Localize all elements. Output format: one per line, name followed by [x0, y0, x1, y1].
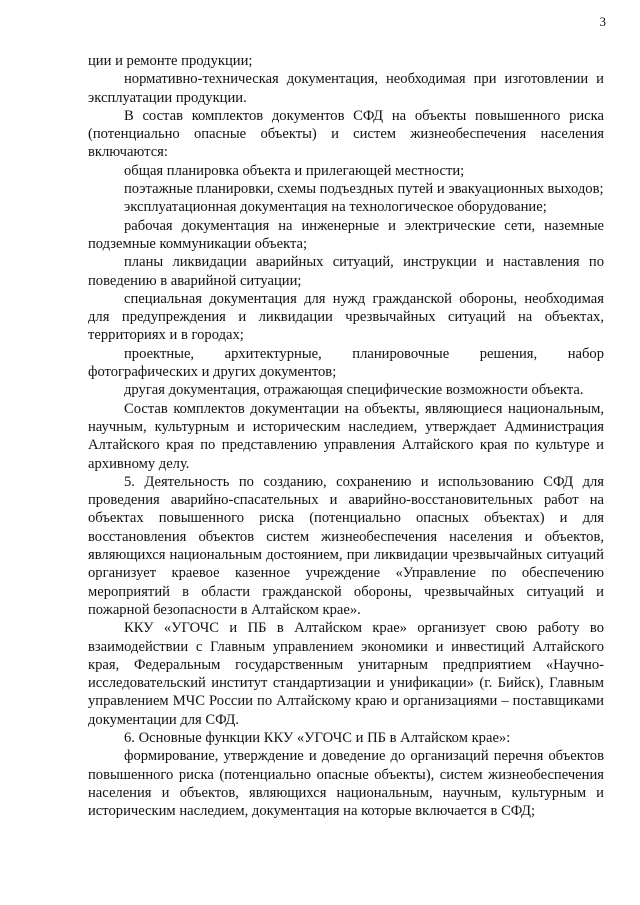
- paragraph: нормативно-техническая документация, необходимая при изготовлении и эксплуатации продукции.: [88, 71, 604, 106]
- paragraph: другая документация, отражающая специфические возможности объекта.: [124, 382, 584, 399]
- paragraph: ККУ «УГОЧС и ПБ в Алтайском крае» организует свою работу во взаимодействии с Главным управлением экономики и инвестиций Алтайского края, Федеральным государственным унитарным предприятием «Научно-исследовательский институт стандартизации и унификации» (г. Бийск), Главным управлением МЧС России по Алтайскому краю и организациями – поставщиками документации для СФД.: [88, 620, 604, 728]
- page-number: 3: [599, 14, 606, 29]
- paragraph: В состав комплектов документов СФД на объекты повышенного риска (потенциально опасные объекты) и систем жизнеобеспечения населения включаются:: [88, 107, 604, 161]
- paragraph: 6. Основные функции ККУ «УГОЧС и ПБ в Алтайском крае»:: [124, 729, 511, 746]
- paragraph: специальная документация для нужд гражданской обороны, необходимая для предупреждения и ликвидации чрезвычайных ситуаций на объектах, территориях и в городах;: [88, 290, 604, 344]
- paragraph: формирование, утверждение и доведение до организаций перечня объектов повышенного риска (потенциально опасные объекты), систем жизнеобеспечения населения и объектов, являющихся национальным, научным, культурным и историческим наследием, документация на которые включается в СФД;: [88, 748, 604, 820]
- paragraph: эксплуатационная документация на технологическое оборудование;: [124, 199, 547, 216]
- paragraph: ции и ремонте продукции;: [88, 53, 253, 69]
- paragraph: общая планировка объекта и прилегающей местности;: [124, 162, 465, 179]
- paragraph: проектные, архитектурные, планировочные решения, набор фотографических и других документов;: [88, 345, 604, 381]
- paragraph: планы ликвидации аварийных ситуаций, инструкции и наставления по поведению в аварийной ситуации;: [88, 254, 604, 289]
- paragraph: 5. Деятельность по созданию, сохранению и использованию СФД для проведения аварийно-спасательных и аварийно-восстановительных работ на объектах повышенного риска (потенциально опасных объектах) и для восстановления объектов систем жизнеобеспечения населения и объектов, являющихся национальным достоянием, при ликвидации чрезвычайных ситуаций организует краевое казенное учреждение «Управление по обеспечению мероприятий в области гражданской обороны, чрезвычайных ситуаций и пожарной безопасности в Алтайском крае».: [88, 473, 604, 618]
- paragraph: Состав комплектов документации на объекты, являющиеся национальным, научным, культурным и историческим наследием, утверждает Администрация Алтайского края по представлению управления Алтайского края по культуре и архивному делу.: [88, 400, 604, 472]
- document-body: [88, 52, 604, 820]
- paragraph: рабочая документация на инженерные и электрические сети, наземные подземные коммуникации объекта;: [88, 217, 604, 252]
- paragraph: поэтажные планировки, схемы подъездных путей и эвакуационных выходов;: [124, 181, 604, 198]
